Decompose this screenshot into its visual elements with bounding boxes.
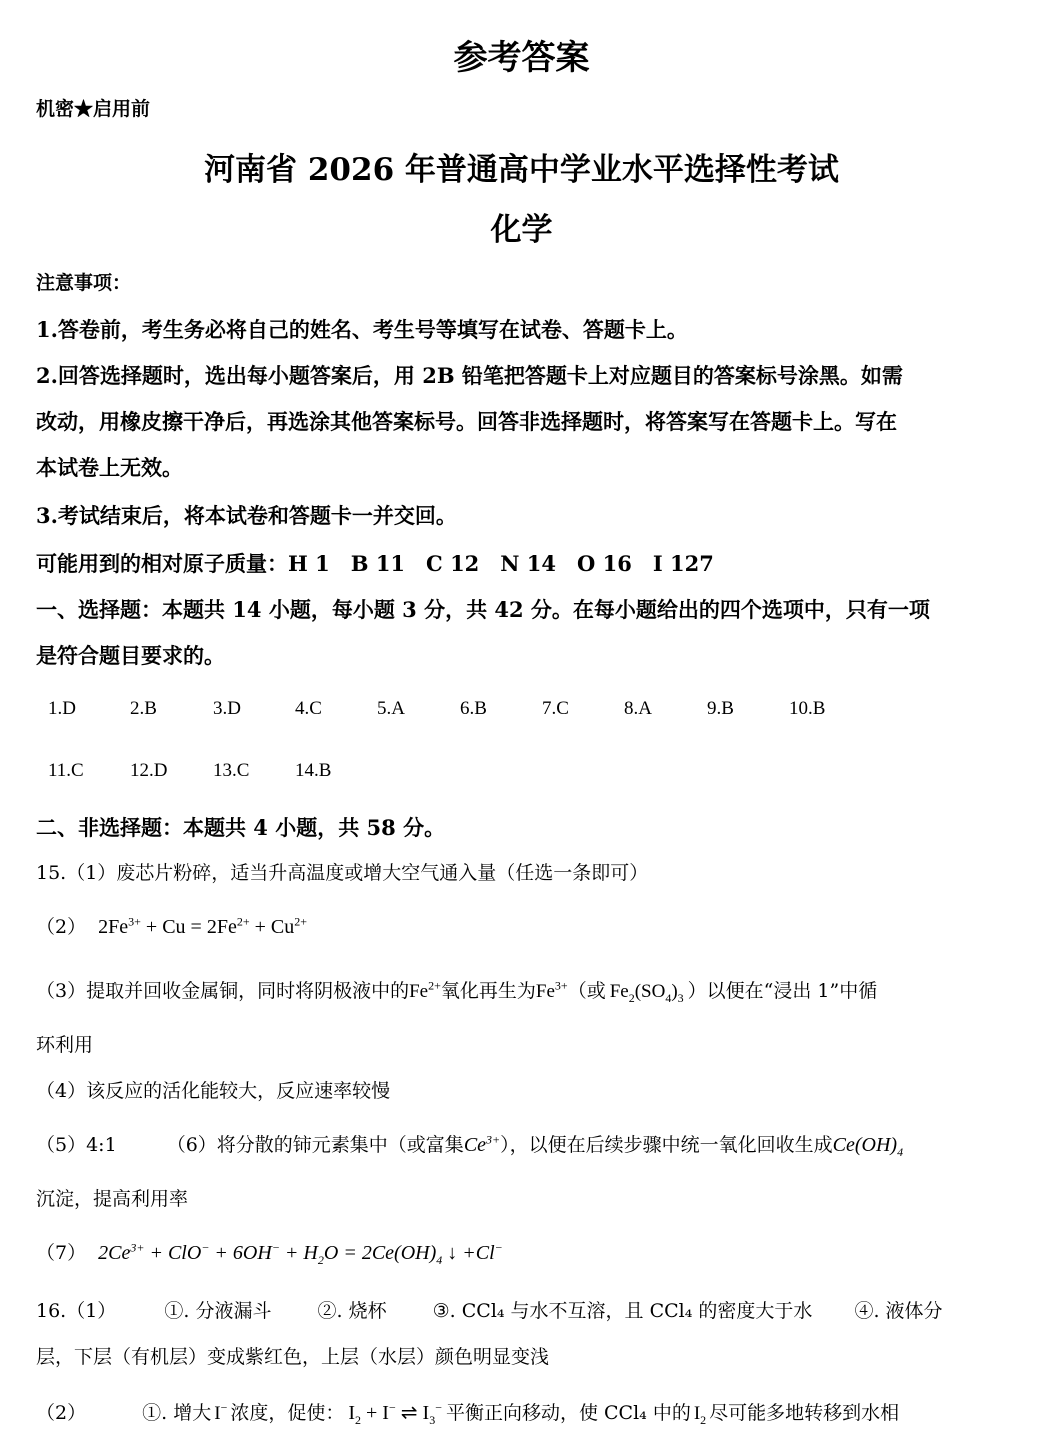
answer-item: 2.B <box>130 698 157 719</box>
fe2-ion-formula: $Fe^{2+}$ <box>409 978 441 1002</box>
ferric-sulfate-formula: $Fe_2(SO_4)_3$ <box>609 981 684 1005</box>
q16-part-1-a: ①. 分液漏斗 <box>164 1300 272 1322</box>
ce3-ion-formula: $Ce^{3+}$ <box>463 1132 501 1156</box>
answer-item: 8.A <box>624 698 652 719</box>
q16-part-2-d: 尽可能多地转移到水相 <box>709 1402 900 1424</box>
answer-item: 5.A <box>377 698 405 719</box>
secret-mark: 机密★启用前 <box>36 98 151 120</box>
q15-part-5: （5）4:1 <box>36 1134 117 1156</box>
notice-item-3: 3.考试结束后，将本试卷和答题卡一并交回。 <box>36 503 457 528</box>
answer-item: 1.D <box>48 698 76 719</box>
answer-item: 13.C <box>213 760 250 781</box>
notice-heading: 注意事项： <box>36 272 132 294</box>
q16-part-2-c: 平衡正向移动，使 CCl₄ 中的 <box>445 1402 691 1424</box>
answer-item: 10.B <box>789 698 826 719</box>
q15-part-6-line-2: 沉淀，提高利用率 <box>36 1188 189 1210</box>
q15-part-1: 15.（1）废芯片粉碎，适当升高温度或增大空气通入量（任选一条即可） <box>36 862 649 884</box>
answer-item: 3.D <box>213 698 241 719</box>
top-title: 参考答案 <box>453 38 590 78</box>
q15-part-7-label: （7） <box>36 1242 87 1264</box>
exam-title: 河南省 2026 年普通高中学业水平选择性考试 <box>204 152 839 188</box>
answer-item: 7.C <box>542 698 569 719</box>
answer-item: 14.B <box>295 760 332 781</box>
iodine-formula: $I_2$ <box>693 1403 707 1427</box>
notice-item-2-line-2: 改动，用橡皮擦干净后，再选涂其他答案标号。回答非选择题时，将答案写在答题卡上。写在 <box>36 409 897 434</box>
notice-item-2-line-1: 2.回答选择题时，选出每小题答案后，用 2B 铅笔把答题卡上对应题目的答案标号涂黑。如需 <box>36 363 903 388</box>
q15-part-3-text-c: （或 <box>567 980 606 1002</box>
section1-instructions-line-1: 一、选择题：本题共 14 小题，每小题 3 分，共 42 分。在每小题给出的四个选项中，只有一项 <box>36 597 930 622</box>
q16-part-1-d: ④. 液体分 <box>854 1300 943 1322</box>
q15-part-5-6 <box>36 1130 903 1157</box>
fe3-ion-formula: $Fe^{3+}$ <box>535 978 568 1002</box>
q15-part-3 <box>36 976 877 1003</box>
q15-part-3-label: （3） <box>36 980 87 1002</box>
q15-part-2-label: （2） <box>36 916 87 938</box>
q16-part-2-b: 浓度，促使： <box>230 1402 345 1424</box>
q16-equilibrium-equation: $I_2 + I^-$ ⇌ $I_3^-$ <box>348 1400 442 1427</box>
q15-part-3-text-b: 氧化再生为 <box>440 980 536 1002</box>
q15-equation-7: $2Ce^{3+} + ClO^- + 6OH^- + H_2O = 2Ce(OH)_4$ ↓ +Cl− <box>98 1240 503 1267</box>
answer-row-2 <box>0 760 1043 784</box>
q16-part-1-b: ②. 烧杯 <box>317 1300 387 1322</box>
q16-part-2 <box>36 1398 899 1425</box>
section1-instructions-line-2: 是符合题目要求的。 <box>36 643 225 668</box>
q16-part-2-a: ①. 增大 <box>142 1402 212 1424</box>
answer-row-1 <box>0 698 1043 722</box>
q15-part-3-text-a: 提取并回收金属铜，同时将阴极液中的 <box>86 980 410 1002</box>
q15-part-7 <box>36 1238 503 1265</box>
answer-item: 11.C <box>48 760 84 781</box>
notice-item-2-line-3: 本试卷上无效。 <box>36 455 183 480</box>
iodide-ion-formula: I− <box>214 1400 228 1424</box>
q15-part-4: （4）该反应的活化能较大，反应速率较慢 <box>36 1080 391 1102</box>
atomic-masses: 可能用到的相对原子质量：H 1 B 11 C 12 N 14 O 16 I 127 <box>36 551 714 576</box>
q15-part-2 <box>36 912 307 939</box>
answer-item: 9.B <box>707 698 734 719</box>
q16-part-1-line-2: 层，下层（有机层）变成紫红色，上层（水层）颜色明显变浅 <box>36 1346 550 1368</box>
answer-item: 4.C <box>295 698 322 719</box>
q16-part-1 <box>36 1296 943 1323</box>
q15-part-3-text-d: ）以便在“浸出 1”中循 <box>687 980 878 1002</box>
answer-item: 12.D <box>130 760 168 781</box>
notice-item-1: 1.答卷前，考生务必将自己的姓名、考生号等填写在试卷、答题卡上。 <box>36 317 688 342</box>
q16-part-1-label: 16.（1） <box>36 1300 117 1322</box>
q15-part-3-line-2: 环利用 <box>36 1034 94 1056</box>
q15-part-6-text-b: ），以便在后续步骤中统一氧化回收生成 <box>500 1134 833 1156</box>
q15-part-6-text-a: （6）将分散的铈元素集中（或富集 <box>166 1134 464 1156</box>
q16-part-2-label: （2） <box>36 1402 87 1424</box>
cerium-hydroxide-formula: $Ce(OH)_4$ <box>832 1134 904 1159</box>
q15-equation-2: $2Fe^{3+} + Cu = 2Fe^{2+} + Cu^{2+}$ <box>98 914 308 938</box>
section2-heading: 二、非选择题：本题共 4 小题，共 58 分。 <box>36 815 446 840</box>
answer-item: 6.B <box>460 698 487 719</box>
subject-title: 化学 <box>490 212 553 248</box>
q16-part-1-c: ③. CCl₄ 与水不互溶，且 CCl₄ 的密度大于水 <box>432 1300 813 1322</box>
